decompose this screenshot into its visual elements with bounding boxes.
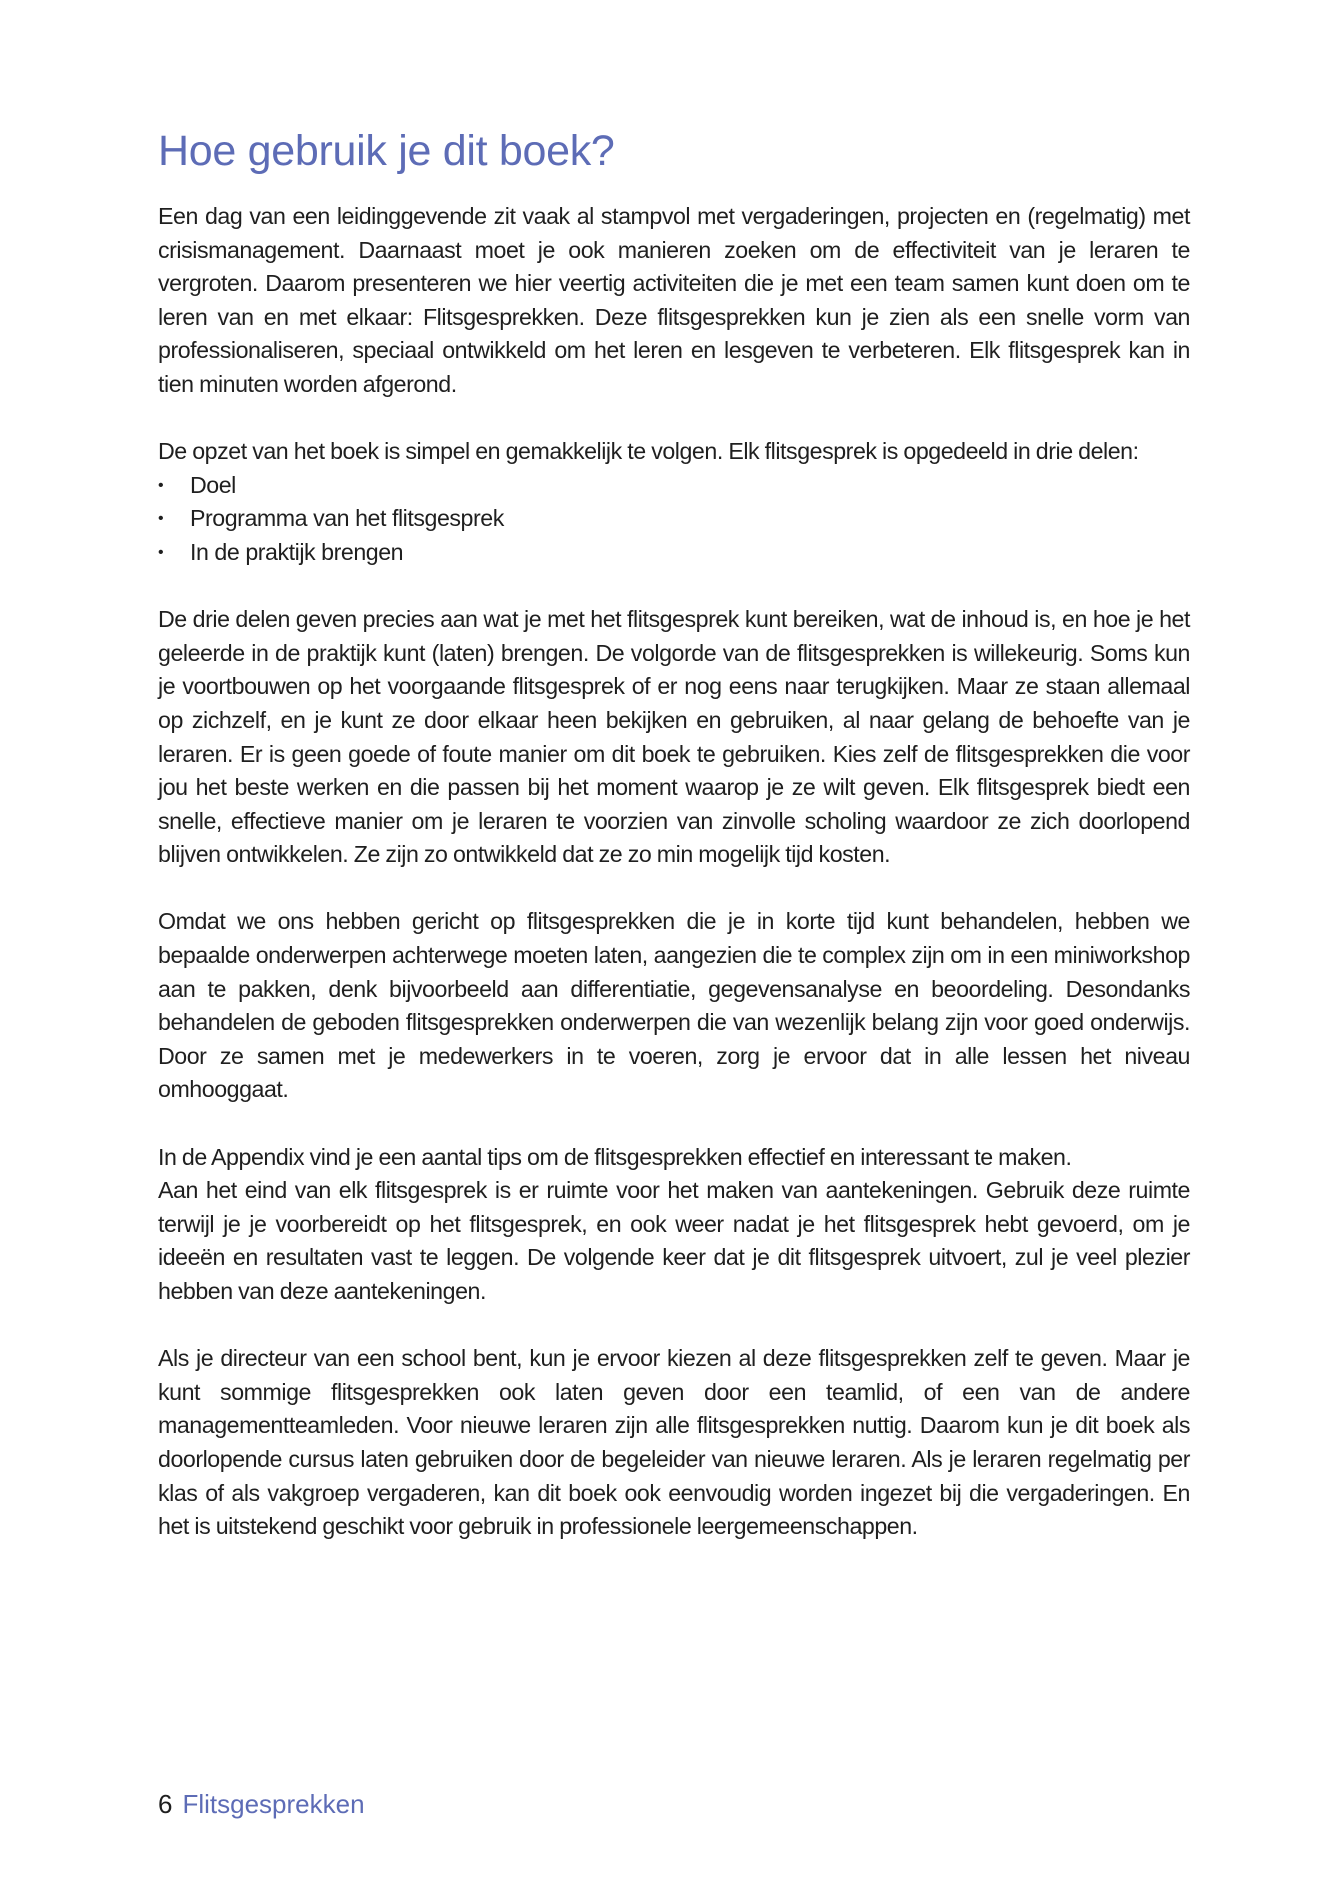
paragraph-notes: Aan het eind van elk flitsgesprek is er ruimte voor het maken van aantekeningen. Gebruik deze ruimte terwijl je je voorbereidt op het flitsgesprek, en ook weer nadat je het flitsgesprek hebt gevoerd, om je ideeën en resultaten vast te leggen. De volgende keer dat je dit flitsgesprek uitvoert, zul je veel plezier hebben van deze aantekeningen. <box>158 1177 1190 1304</box>
bullet-icon: • <box>158 510 164 528</box>
bullet-icon: • <box>158 476 164 494</box>
book-title: Flitsgesprekken <box>182 1789 365 1819</box>
list-item <box>158 502 1190 536</box>
page-title: Hoe gebruik je dit boek? <box>158 127 615 175</box>
page-content <box>158 124 1190 1577</box>
paragraph-structure: De opzet van het boek is simpel en gemakkelijk te volgen. Elk flitsgesprek is opgedeeld in drie delen: <box>158 438 1139 465</box>
bullet-icon: • <box>158 543 164 561</box>
paragraph-three-parts: De drie delen geven precies aan wat je met het flitsgesprek kunt bereiken, wat de inhoud is, en hoe je het geleerde in de praktijk kunt (laten) brengen. De volgorde van de flitsgesprekken is willekeurig. Soms kun je voortbouwen op het voorgaande flitsgesprek of er nog eens naar terugkijken. Maar ze staan allemaal op zichzelf, en je kunt ze door elkaar heen bekijken en gebruiken, al naar gelang de behoefte van je leraren. Er is geen goede of foute manier om dit boek te gebruiken. Kies zelf de flitsgesprekken die voor jou het beste werken en die passen bij het moment waarop je ze wilt geven. Elk flitsgesprek biedt een snelle, effectieve manier om je leraren te voorzien van zinvolle scholing waardoor ze zich doorlopend blijven ontwikkelen. Ze zijn zo ontwikkeld dat ze zo min mogelijk tijd kosten. <box>158 606 1190 868</box>
list-item-label: In de praktijk brengen <box>190 538 404 565</box>
page-footer <box>158 1788 365 1820</box>
list-item <box>158 469 1190 503</box>
page-number: 6 <box>158 1789 173 1819</box>
list-item <box>158 536 1190 570</box>
paragraph-intro: Een dag van een leidinggevende zit vaak al stampvol met vergaderingen, projecten en (regelmatig) met crisismanagement. Daarnaast moet je ook manieren zoeken om de effectiviteit van je leraren te vergroten. Daarom presenteren we hier veertig activiteiten die je met een team samen kunt doen om te leren van en met elkaar: Flitsgesprekken. Deze flitsgesprekken kun je zien als een snelle vorm van professionaliseren, speciaal ontwikkeld om het leren en lesgeven te verbeteren. Elk flitsgesprek kan in tien minuten worden afgerond. <box>158 203 1190 397</box>
paragraph-topics: Omdat we ons hebben gericht op flitsgesprekken die je in korte tijd kunt behandelen, hebben we bepaalde onderwerpen achterwege moeten laten, aangezien die te complex zijn om in een miniworkshop aan te pakken, denk bijvoorbeeld aan differentiatie, gegevensanalyse en beoordeling. Desondanks behandelen de geboden flitsgesprekken onderwerpen die van wezenlijk belang zijn voor goed onderwijs. Door ze samen met je medewerkers in te voeren, zorg je ervoor dat in alle lessen het niveau omhooggaat. <box>158 908 1190 1103</box>
paragraph-director: Als je directeur van een school bent, kun je ervoor kiezen al deze flitsgesprekken zelf te geven. Maar je kunt sommige flitsgesprekken ook laten geven door een teamlid, of een van de andere managementteamleden. Voor nieuwe leraren zijn alle flitsgesprekken nuttig. Daarom kun je dit boek als doorlopende cursus laten gebruiken door de begeleider van nieuwe leraren. Als je leraren regelmatig per klas of als vakgroep vergaderen, kan dit boek ook eenvoudig worden ingezet bij die vergaderingen. En het is uitstekend geschikt voor gebruik in professionele leergemeenschappen. <box>158 1345 1190 1540</box>
parts-list <box>158 469 1190 570</box>
list-item-label: Programma van het flitsgesprek <box>190 505 504 532</box>
list-item-label: Doel <box>190 471 236 498</box>
paragraph-appendix: In de Appendix vind je een aantal tips om de flitsgesprekken effectief en interessant te maken. <box>158 1143 1072 1170</box>
